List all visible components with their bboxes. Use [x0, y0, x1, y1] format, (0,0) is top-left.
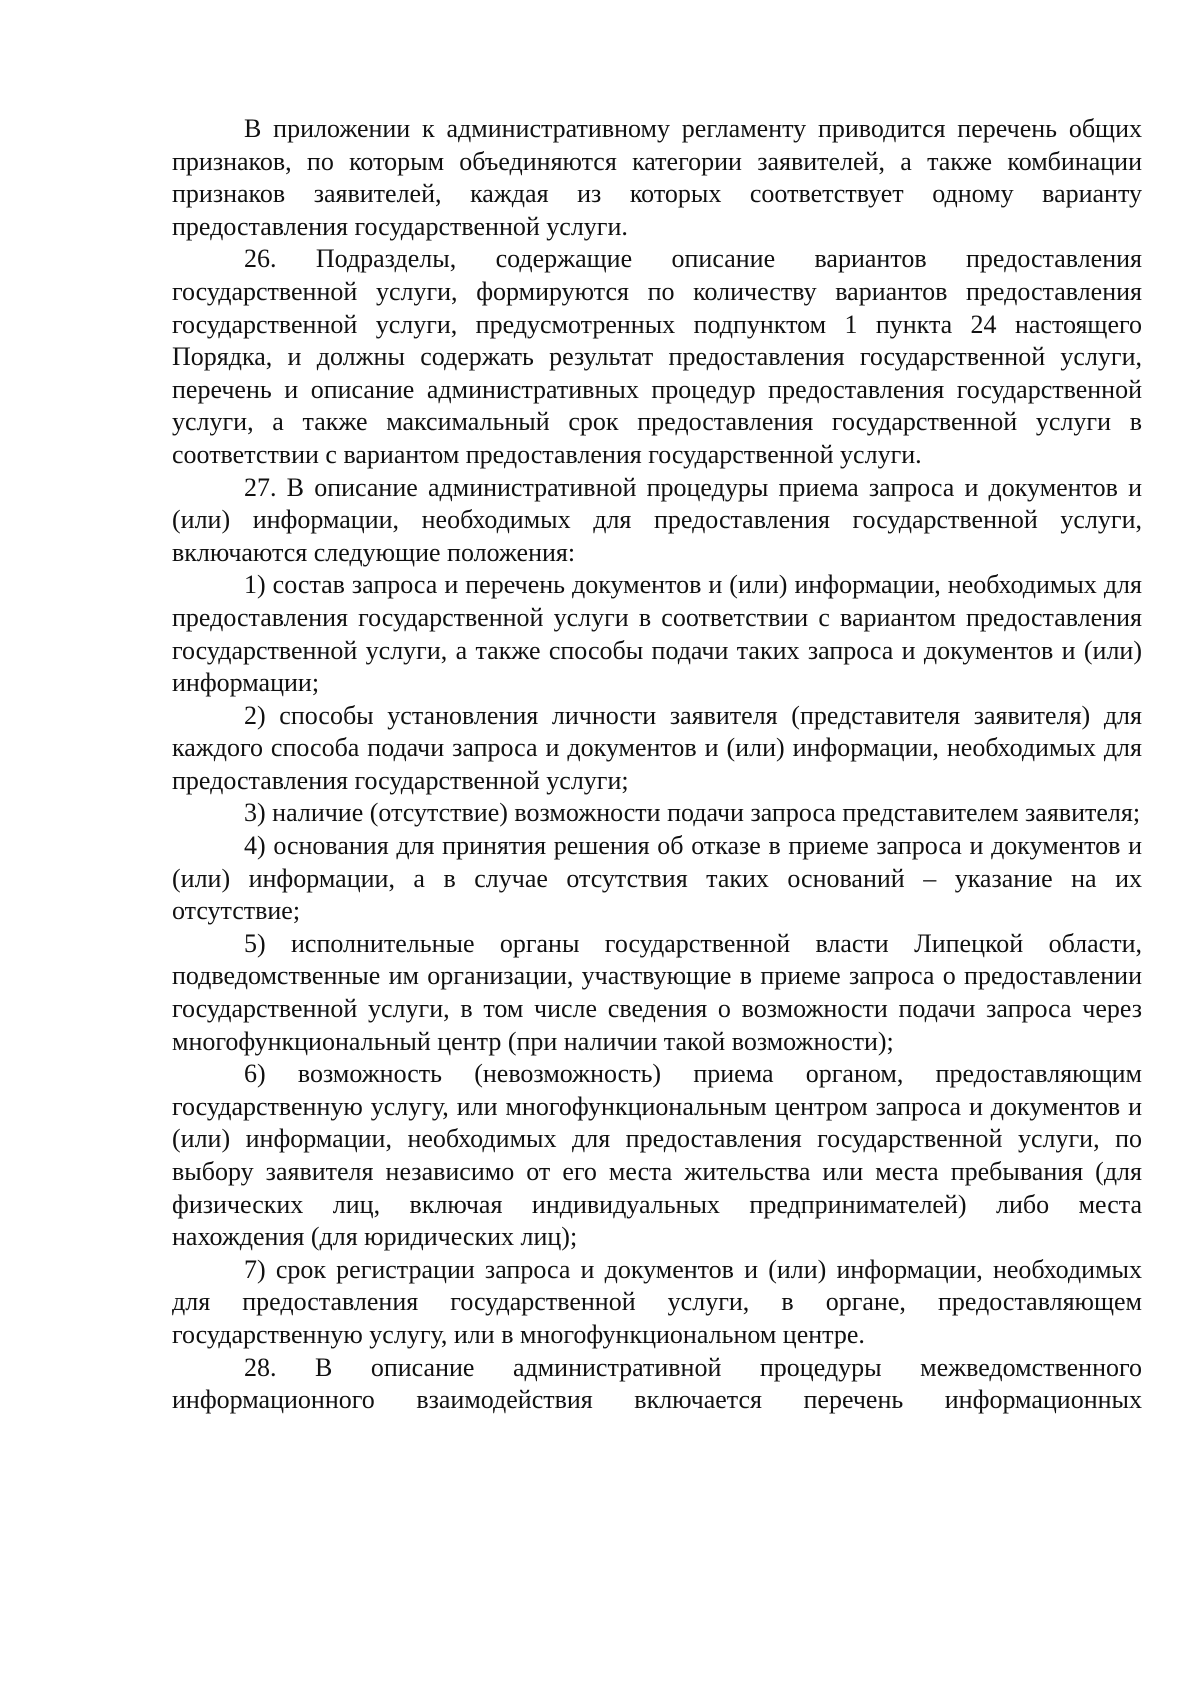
list-item-1: 1) состав запроса и перечень документов и (или) информации, необходимых для предоставления государственной услуги в соответствии с вариантом предоставления государственной услуги, а также способы подачи таких запроса и документов и (или) информации;: [172, 570, 1142, 698]
list-item-7: 7) срок регистрации запроса и документов и (или) информации, необходимых для предоставления государственной услуги, в органе, предоставляющем государственную услугу, или в многофункциональном центре.: [172, 1254, 1142, 1349]
list-item-2: 2) способы установления личности заявителя (представителя заявителя) для каждого способа подачи запроса и документов и (или) информации, необходимых для предоставления государственной услуги;: [172, 700, 1142, 795]
list-item-6: 6) возможность (невозможность) приема органом, предоставляющим государственную услугу, или многофункциональным центром запроса и документов и (или) информации, необходимых для предоставления государственной услуги, по выбору заявителя независимо от его места жительства или места пребывания (для физических лиц, включая индивидуальных предпринимателей) либо места нахождения (для юридических лиц);: [172, 1059, 1142, 1252]
paragraph-28: 28. В описание административной процедуры межведомственного информационного взаимодействия включается перечень информационных: [172, 1352, 1142, 1415]
paragraph-intro: В приложении к административному регламенту приводится перечень общих признаков, по которым объединяются категории заявителей, а также комбинации признаков заявителей, каждая из которых соответствует одному варианту предоставления государственной услуги.: [172, 114, 1142, 241]
list-item-4: 4) основания для принятия решения об отказе в приеме запроса и документов и (или) информации, а в случае отсутствия таких оснований – указание на их отсутствие;: [172, 831, 1142, 926]
paragraph-27: 27. В описание административной процедуры приема запроса и документов и (или) информации, необходимых для предоставления государственной услуги, включаются следующие положения:: [172, 472, 1142, 567]
paragraph-26: 26. Подразделы, содержащие описание вариантов предоставления государственной услуги, формируются по количеству вариантов предоставления государственной услуги, предусмотренных подпунктом 1 пункта 24 настоящего Порядка, и должны содержать результат предоставления государственной услуги, перечень и описание административных процедур предоставления государственной услуги, а также максимальный срок предоставления государственной услуги в соответствии с вариантом предоставления государственной услуги.: [172, 244, 1142, 469]
document-body: [172, 113, 1142, 1417]
list-item-3: 3) наличие (отсутствие) возможности подачи запроса представителем заявителя;: [244, 798, 1141, 828]
list-item-5: 5) исполнительные органы государственной власти Липецкой области, подведомственные им организации, участвующие в приеме запроса о предоставлении государственной услуги, в том числе сведения о возможности подачи запроса через многофункциональный центр (при наличии такой возможности);: [172, 928, 1142, 1056]
